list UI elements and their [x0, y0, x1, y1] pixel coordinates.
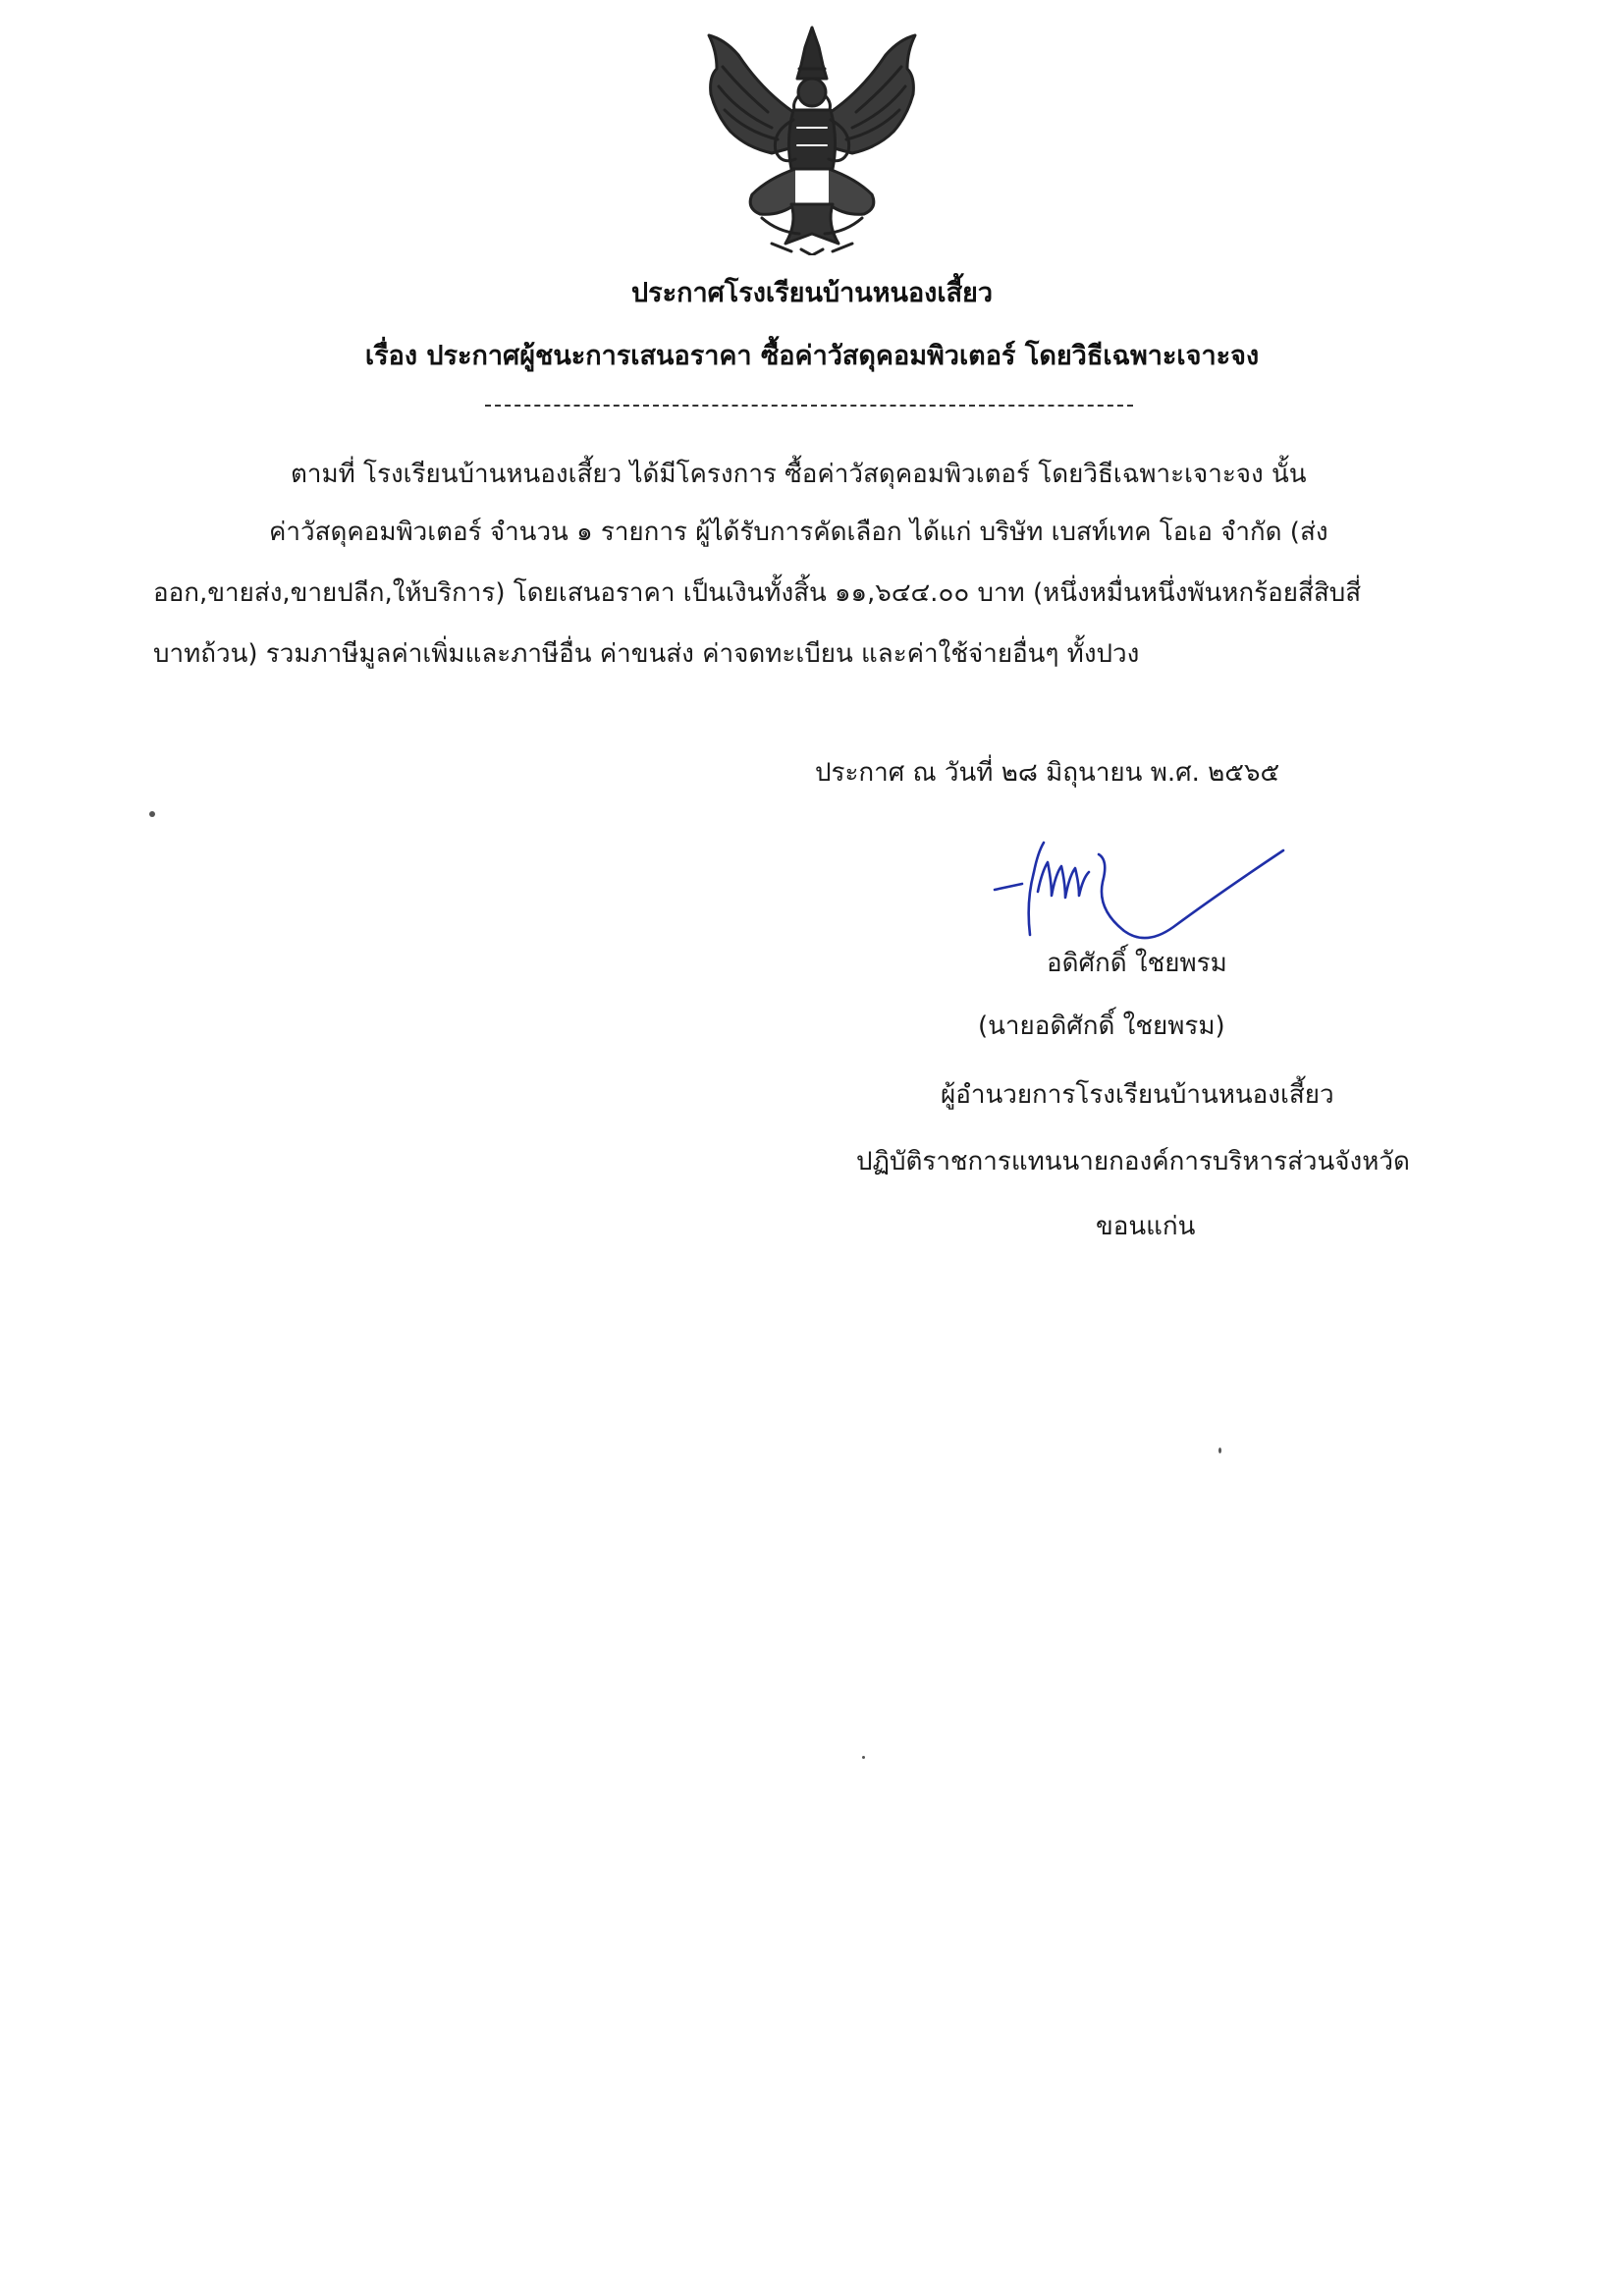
handwritten-signature	[987, 833, 1301, 951]
scan-speck	[149, 811, 155, 817]
body-line-1: ตามที่ โรงเรียนบ้านหนองเสี้ยว ได้มีโครงการ ซื้อค่าวัสดุคอมพิวเตอร์ โดยวิธีเฉพาะเจาะจง นั้น	[291, 460, 1307, 489]
scan-speck	[862, 1756, 865, 1759]
garuda-emblem-icon	[703, 22, 921, 255]
body-line-4: บาทถ้วน) รวมภาษีมูลค่าเพิ่มและภาษีอื่น ค่าขนส่ง ค่าจดทะเบียน และค่าใช้จ่ายอื่นๆ ทั้งปวง	[153, 639, 1140, 669]
scan-speck	[1218, 1448, 1221, 1453]
signer-province: ขอนแก่น	[1096, 1212, 1196, 1241]
signer-full-name: (นายอดิศักดิ์ ใชยพรม)	[978, 1011, 1225, 1041]
header-divider	[485, 405, 1133, 407]
body-line-3: ออก,ขายส่ง,ขายปลีก,ให้บริการ) โดยเสนอราคา เป็นเงินทั้งสิ้น ๑๑,๖๔๔.๐๐ บาท (หนึ่งหมื่นหนึ่งพันหกร้อยสี่สิบสี่	[153, 578, 1362, 608]
signer-acting-for: ปฏิบัติราชการแทนนายกองค์การบริหารส่วนจังหวัด	[856, 1147, 1410, 1176]
announcement-date: ประกาศ ณ วันที่ ๒๘ มิถุนายน พ.ศ. ๒๕๖๕	[815, 758, 1280, 788]
signature-name: อดิศักดิ์ ใชยพรม	[1047, 949, 1227, 978]
announcement-title: ประกาศโรงเรียนบ้านหนองเสี้ยว	[630, 278, 994, 308]
signer-position: ผู้อำนวยการโรงเรียนบ้านหนองเสี้ยว	[941, 1080, 1334, 1110]
announcement-subject: เรื่อง ประกาศผู้ชนะการเสนอราคา ซื้อค่าวัสดุคอมพิวเตอร์ โดยวิธีเฉพาะเจาะจง	[364, 341, 1260, 371]
body-line-2: ค่าวัสดุคอมพิวเตอร์ จำนวน ๑ รายการ ผู้ได้รับการคัดเลือก ได้แก่ บริษัท เบสท์เทค โอเอ จำกัด (ส่ง	[269, 518, 1328, 547]
